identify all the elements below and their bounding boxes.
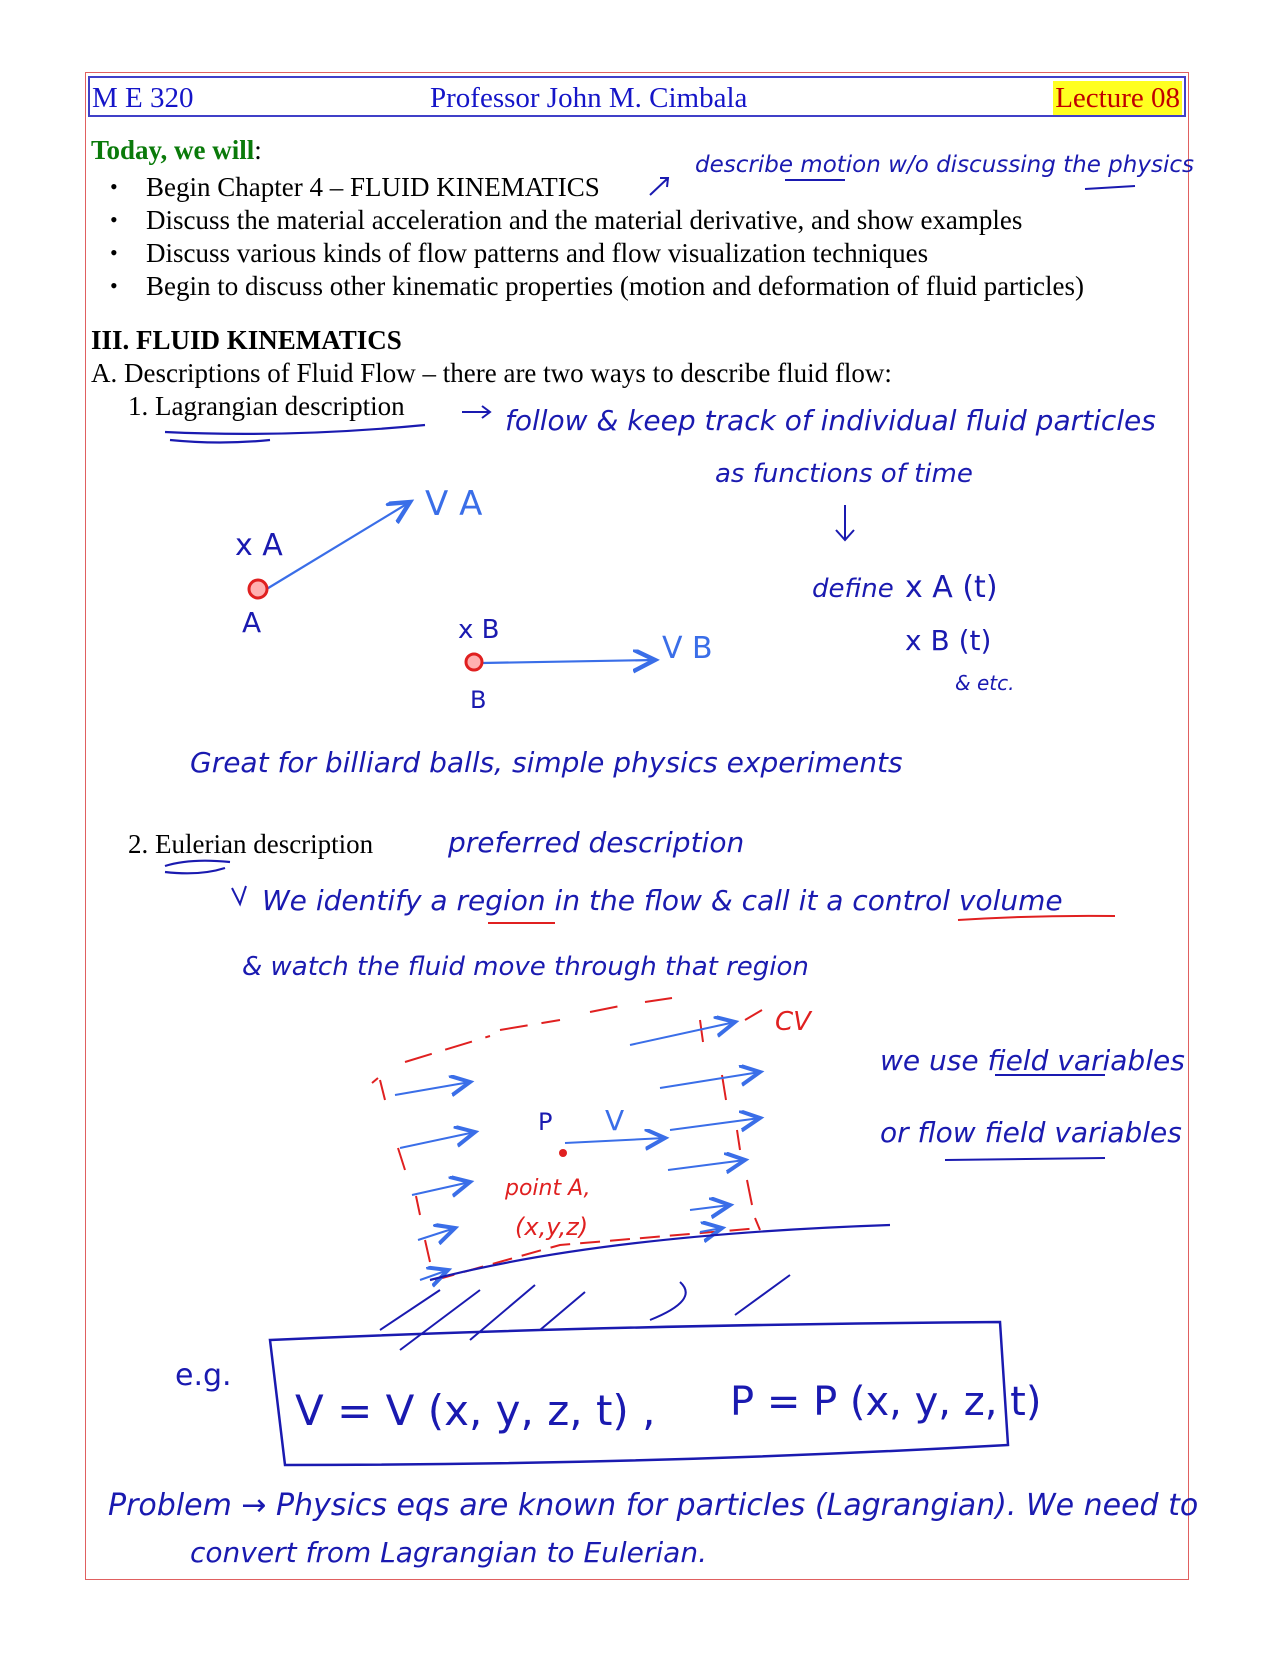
describe-underline: [785, 180, 1135, 189]
point-a-label: point A,: [505, 1176, 591, 1201]
eulerian-underline: [165, 861, 230, 874]
label-xa: x A: [235, 528, 283, 563]
label-a: A: [242, 606, 262, 639]
velocity-vector-a: [265, 502, 410, 590]
today-label: Today, we will: [91, 135, 255, 165]
particle-a: [249, 580, 267, 598]
section-subheading: A. Descriptions of Fluid Flow – there are two ways to describe fluid flow:: [91, 358, 892, 388]
label-va: V A: [425, 484, 483, 524]
bullet-dot: •: [110, 273, 118, 298]
down-arrow: [836, 505, 854, 540]
bullet-text: Begin to discuss other kinematic properties (motion and deformation of fluid particles): [146, 271, 1085, 301]
define-label: define: [812, 574, 894, 604]
watch-note: & watch the fluid move through that region: [242, 952, 809, 982]
xa-of-t: x A (t): [905, 570, 998, 605]
flow-field-arrows: [395, 1022, 760, 1280]
bullet-text: Begin Chapter 4 – FLUID KINEMATICS: [146, 172, 600, 202]
eulerian-down-arrow: [232, 886, 246, 904]
problem-note: Problem → Physics eqs are known for particles (Lagrangian). We need to: [108, 1488, 1199, 1523]
label-b: B: [470, 686, 487, 714]
eg-label: e.g.: [175, 1358, 232, 1393]
bullet-dot: •: [110, 174, 118, 199]
follow-note-2: as functions of time: [715, 459, 973, 489]
eulerian-item: 2. Eulerian description: [128, 829, 374, 859]
point-p-label: P: [538, 1108, 553, 1136]
we-use-note: we use field variables: [880, 1044, 1185, 1077]
describe-arrow: [650, 178, 668, 195]
follow-arrow: [462, 406, 490, 418]
point-p-dot: [559, 1149, 567, 1157]
velocity-label: V: [605, 1104, 625, 1137]
xyz-label: (x,y,z): [515, 1213, 589, 1241]
we-identify-note: We identify a region in the flow & call it a control volume: [262, 884, 1063, 917]
lagrangian-item: 1. Lagrangian description: [128, 391, 405, 421]
velocity-field-equation: V = V (x, y, z, t) ,: [295, 1386, 656, 1435]
label-vb: V B: [662, 631, 713, 666]
label-xb: x B: [458, 615, 500, 645]
wall-surface: [430, 1225, 890, 1280]
bullet-dot: •: [110, 240, 118, 265]
cv-pointer: [745, 1010, 762, 1020]
velocity-vector-b: [482, 660, 655, 663]
xb-of-t: x B (t): [905, 624, 992, 657]
bullet-text: Discuss various kinds of flow patterns and flow visualization techniques: [146, 238, 929, 268]
professor-name: Professor John M. Cimbala: [430, 82, 748, 114]
lagrangian-underline: [165, 425, 425, 443]
course-code: M E 320: [92, 82, 194, 114]
lecture-number: Lecture 08: [1055, 82, 1180, 114]
section-heading: III. FLUID KINEMATICS: [91, 325, 402, 355]
wall-hatching: [380, 1275, 790, 1350]
bullet-dot: •: [110, 207, 118, 232]
today-colon: :: [254, 135, 262, 165]
great-for-note: Great for billiard balls, simple physics experiments: [190, 746, 903, 779]
bullet-text: Discuss the material acceleration and the material derivative, and show examples: [146, 205, 1023, 235]
pressure-field-equation: P = P (x, y, z, t): [730, 1379, 1042, 1425]
etc-note: & etc.: [955, 671, 1015, 695]
cv-label: CV: [775, 1007, 811, 1037]
or-flow-note: or flow field variables: [880, 1116, 1182, 1149]
cv-top-edge: [372, 998, 672, 1083]
convert-note: convert from Lagrangian to Eulerian.: [190, 1536, 707, 1569]
follow-note: follow & keep track of individual fluid particles: [505, 404, 1156, 437]
cv-left-edge: [380, 1080, 430, 1262]
preferred-note: preferred description: [448, 826, 745, 859]
particle-b: [466, 654, 482, 670]
describe-note: describe motion w/o discussing the physics: [695, 152, 1194, 178]
